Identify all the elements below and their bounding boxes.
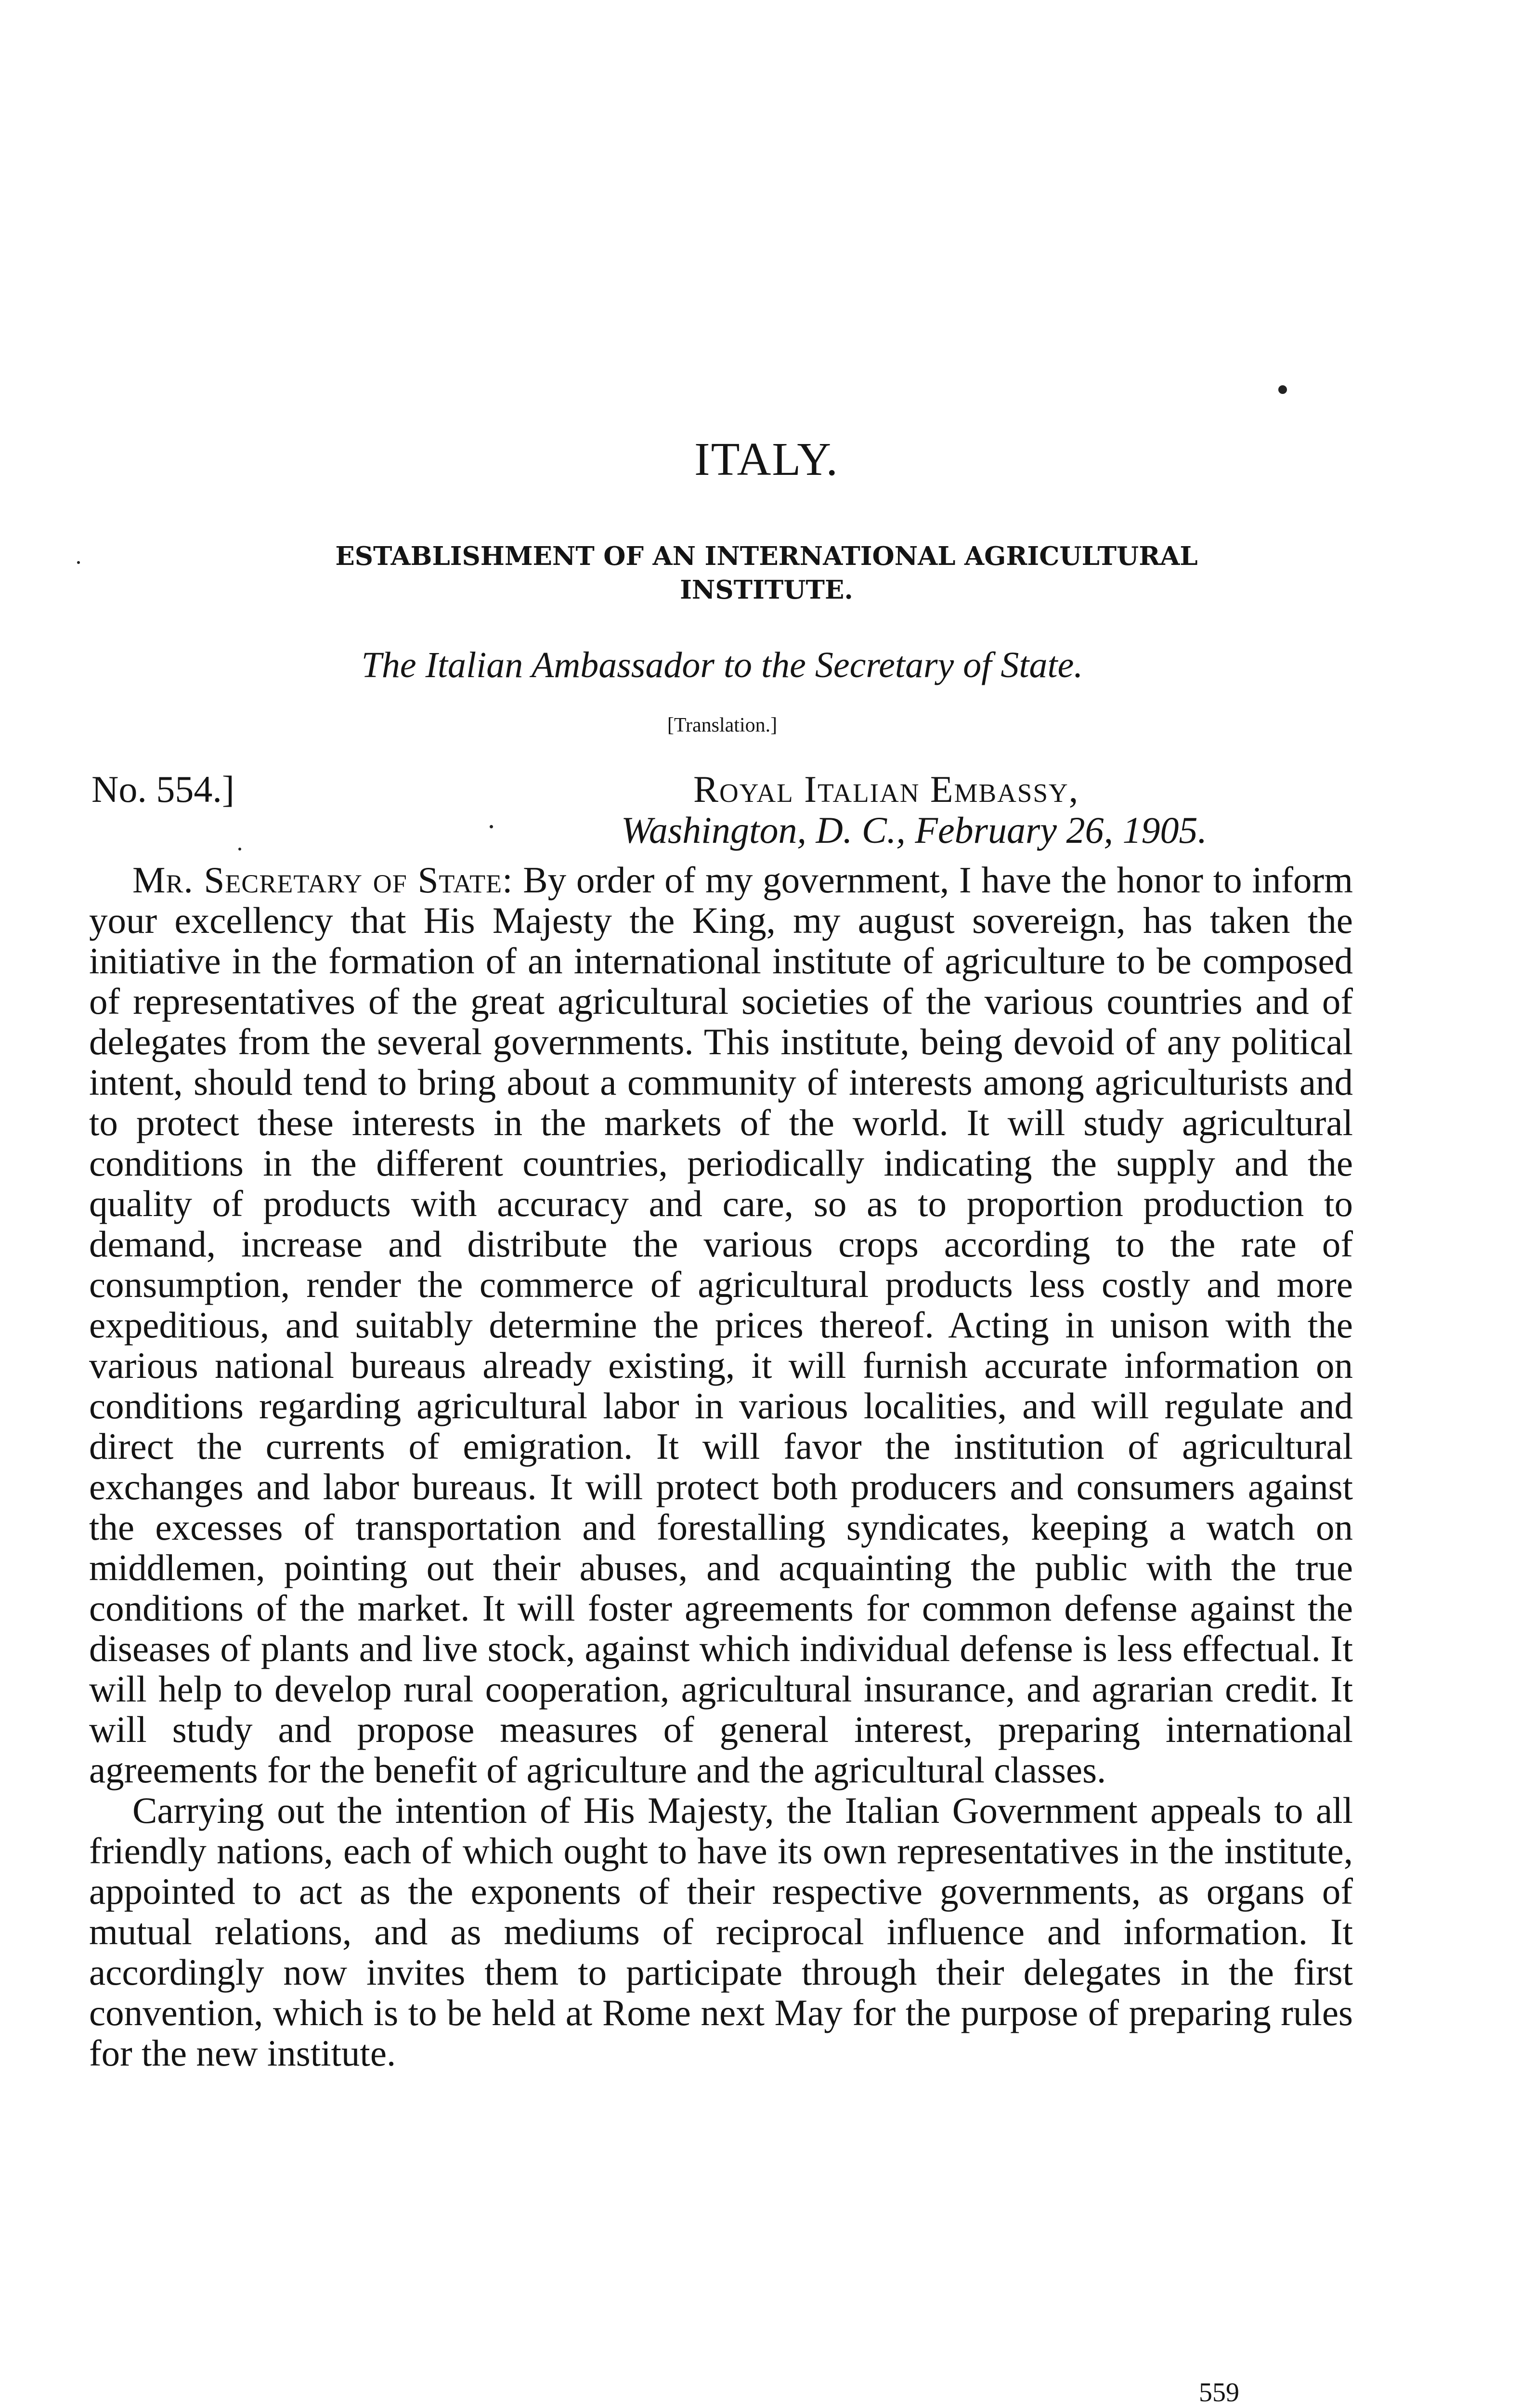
subject-line-1: ESTABLISHMENT OF AN INTERNATIONAL AGRICULTURAL <box>335 541 1198 571</box>
salutation: Mr. Secretary of State: <box>132 859 513 901</box>
page-number: 559 <box>1199 2378 1239 2408</box>
print-speck <box>238 848 241 851</box>
print-speck <box>77 561 80 564</box>
document-number: No. 554.] <box>91 768 234 810</box>
print-speck <box>1278 385 1287 394</box>
subject-line-2: INSTITUTE. <box>680 575 853 605</box>
letter-heading: The Italian Ambassador to the Secretary of State. <box>361 645 1083 685</box>
document-subject <box>96 539 1437 607</box>
paragraph-1-text: By order of my government, I have the honor to inform your excellency that His Majesty the King, my august sovereign, has taken the initiative in the formation of an international institute of agriculture to be composed of representatives of the great agricultural societies of the various countries and of delegates from the several governments. This institute, being devoid of any political intent, should tend to bring about a community of interests among agriculturists and to protect these interests in the markets of the world. It will study agricultural conditions in the different countries, periodically indicating the supply and the quality of products with accuracy and care, so as to proportion production to demand, increase and distribute the various crops according to the rate of consumption, render the commerce of agricultural products less costly and more expeditious, and suitably determine the prices thereof. Acting in unison with the various national bureaus already existing, it will furnish accurate information on conditions regarding agricultural labor in various localities, and will regulate and direct the currents of emigration. It will favor the institution of agricultural exchanges and labor bureaus. It will protect both producers and consumers against the excesses of transportation and forestalling syndicates, keeping a watch on middlemen, pointing out their abuses, and acquainting the public with the true conditions of the market. It will foster agreements for common defense against the diseases of plants and live stock, against which individual defense is less effectual. It will help to develop rural cooperation, agricultural insurance, and agrarian credit. It will study and propose measures of general interest, preparing international agreements for the benefit of agriculture and the agricultural classes. <box>89 859 1353 1791</box>
page-title: ITALY. <box>694 433 839 485</box>
print-speck <box>490 825 493 828</box>
translation-note: [Translation.] <box>667 714 778 736</box>
paragraph-2: Carrying out the intention of His Majesty, the Italian Government appeals to all friendly nations, each of which ought to have its own representatives in the institute, appointed to act as the exponents of their respective governments, as organs of mutual relations, and as mediums of reciprocal influence and information. It accordingly now invites them to participate through their delegates in the first convention, which is to be held at Rome next May for the purpose of preparing rules for the new institute. <box>89 1790 1353 2074</box>
letter-body <box>89 860 1353 2073</box>
sender-embassy: Royal Italian Embassy, <box>693 768 1079 810</box>
place-and-date: Washington, D. C., February 26, 1905. <box>621 809 1207 851</box>
paragraph-1 <box>89 860 1353 1790</box>
